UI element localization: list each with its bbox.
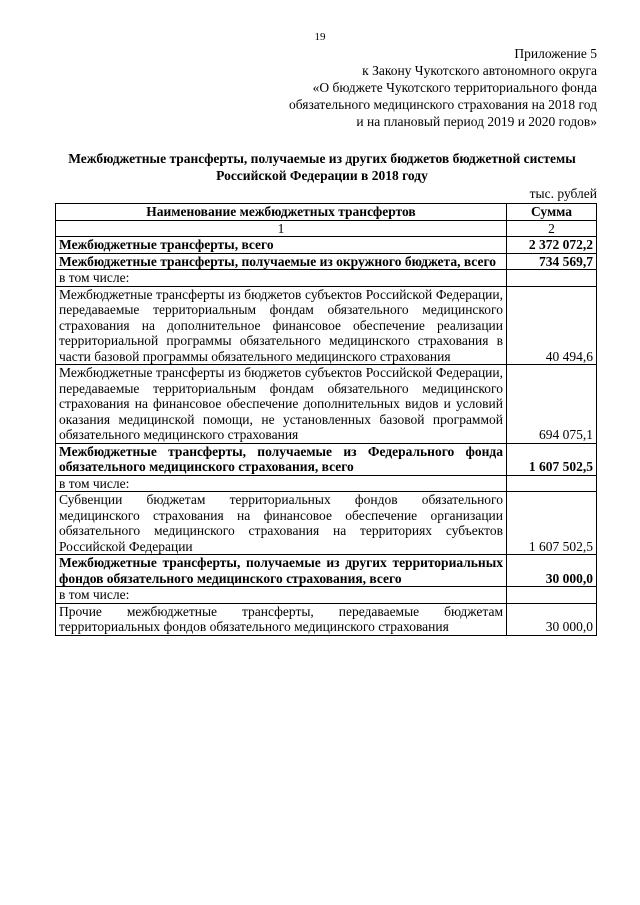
row-name: Субвенции бюджетам территориальных фондов обязательного медицинского страхования на финансовое обеспечение организации обязательного медицинского страхования на территориях субъектов Российской Федерации: [56, 492, 507, 555]
row-amount: 1 607 502,5: [507, 492, 597, 555]
appendix-line: и на плановый период 2019 и 2020 годов»: [356, 114, 597, 129]
row-name: Межбюджетные трансферты, получаемые из Федерального фонда обязательного медицинского страхования, всего: [56, 443, 507, 475]
column-number-row: [56, 220, 597, 237]
units-label: тыс. рублей: [529, 186, 597, 201]
row-name: Межбюджетные трансферты, получаемые из окружного бюджета, всего: [56, 253, 507, 270]
table-header-row: [56, 204, 597, 221]
table-row: [56, 237, 597, 254]
row-amount: 1 607 502,5: [507, 443, 597, 475]
row-amount: [507, 587, 597, 604]
row-name: Межбюджетные трансферты из бюджетов субъектов Российской Федерации, передаваемые территориальным фондам обязательного медицинского страхования на финансовое обеспечение дополнительных видов и условий оказания медицинской помощи, не установленных базовой программой обязательного медицинского страхования: [56, 365, 507, 444]
table-row: [56, 286, 597, 365]
page-number: 19: [314, 31, 326, 43]
row-amount: 2 372 072,2: [507, 237, 597, 254]
document-title: Межбюджетные трансферты, получаемые из других бюджетов бюджетной системы Российской Федерации в 2018 году: [68, 151, 576, 183]
row-name: в том числе:: [56, 475, 507, 492]
row-name: Межбюджетные трансферты из бюджетов субъектов Российской Федерации, передаваемые территориальным фондам обязательного медицинского страхования на дополнительное финансовое обеспечение реализации территориальной программы обязательного медицинского страхования в части базовой программы обязательного медицинского страхования: [56, 286, 507, 365]
appendix-line: к Закону Чукотского автономного округа: [362, 63, 597, 78]
row-amount: 694 075,1: [507, 365, 597, 444]
row-amount: 30 000,0: [507, 555, 597, 587]
header-amount: Сумма: [507, 204, 597, 221]
row-name: в том числе:: [56, 270, 507, 287]
row-amount: 40 494,6: [507, 286, 597, 365]
table-row: [56, 365, 597, 444]
column-number: 1: [56, 220, 507, 237]
row-amount: 30 000,0: [507, 603, 597, 635]
row-amount: 734 569,7: [507, 253, 597, 270]
transfers-table: [55, 203, 597, 636]
appendix-line: Приложение 5: [514, 46, 597, 61]
column-number: 2: [507, 220, 597, 237]
row-amount: [507, 270, 597, 287]
appendix-line: «О бюджете Чукотского территориального фонда: [312, 80, 597, 95]
table-row: [56, 587, 597, 604]
table-row: [56, 270, 597, 287]
appendix-line: обязательного медицинского страхования на 2018 год: [288, 97, 597, 112]
row-name: в том числе:: [56, 587, 507, 604]
row-name: Межбюджетные трансферты, всего: [56, 237, 507, 254]
row-amount: [507, 475, 597, 492]
row-name: Прочие межбюджетные трансферты, передаваемые бюджетам территориальных фондов обязательного медицинского страхования: [56, 603, 507, 635]
table-row: [56, 443, 597, 475]
row-name: Межбюджетные трансферты, получаемые из других территориальных фондов обязательного медицинского страхования, всего: [56, 555, 507, 587]
table-row: [56, 555, 597, 587]
table-row: [56, 475, 597, 492]
table-row: [56, 253, 597, 270]
table-row: [56, 492, 597, 555]
table-row: [56, 603, 597, 635]
header-name: Наименование межбюджетных трансфертов: [56, 204, 507, 221]
appendix-header: [289, 45, 597, 130]
